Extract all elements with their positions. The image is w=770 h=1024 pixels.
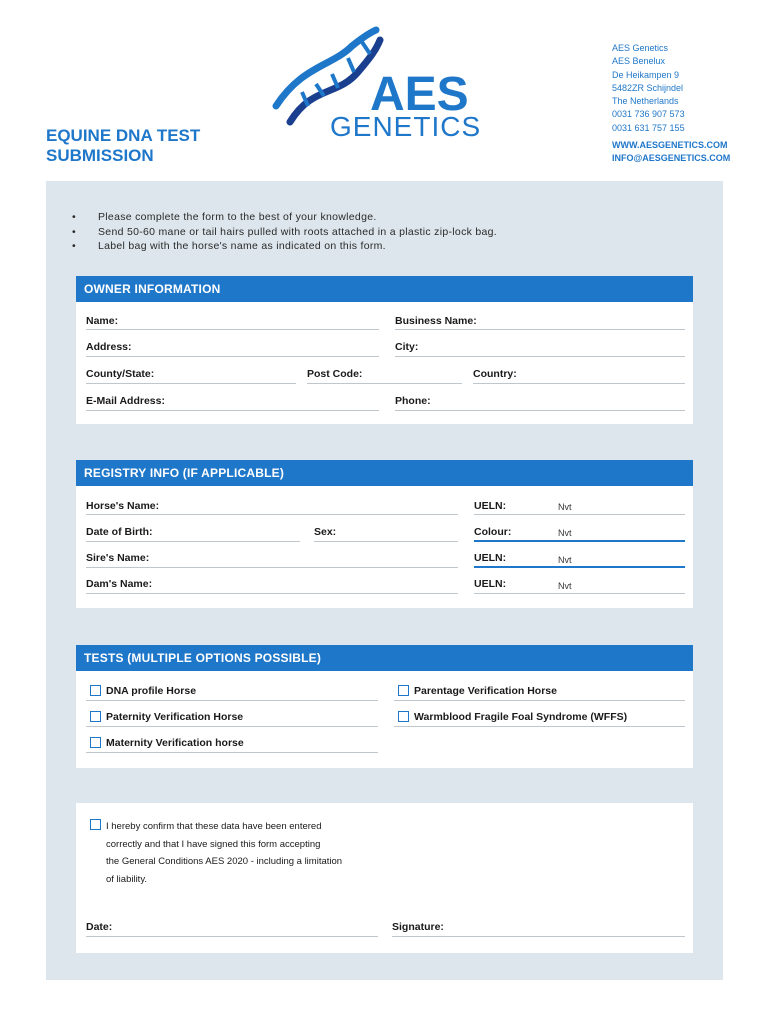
title-line-1: EQUINE DNA TEST xyxy=(46,126,201,145)
section-heading: REGISTRY INFO (IF APPLICABLE) xyxy=(76,460,693,486)
instruction-item: • Label bag with the horse's name as indicated on this form. xyxy=(72,240,386,252)
option-underline xyxy=(394,700,685,701)
aes-genetics-logo xyxy=(272,26,496,144)
sex-label: Sex: xyxy=(314,526,337,538)
sire-name-label: Sire's Name: xyxy=(86,552,150,564)
instruction-item: • Please complete the form to the best of your knowledge. xyxy=(72,211,377,223)
wffs-checkbox[interactable] xyxy=(398,711,409,722)
company-address xyxy=(612,42,762,135)
confirmation-line: the General Conditions AES 2020 - including a limitation xyxy=(106,856,343,867)
name-field[interactable] xyxy=(86,329,379,330)
instruction-item: • Send 50-60 mane or tail hairs pulled with roots attached in a plastic zip-lock bag. xyxy=(72,225,498,238)
option-underline xyxy=(86,700,378,701)
signature-label: Signature: xyxy=(392,921,444,933)
address-field[interactable] xyxy=(86,356,379,357)
section-heading: OWNER INFORMATION xyxy=(76,276,693,302)
date-label: Date: xyxy=(86,921,113,933)
confirmation-line: correctly and that I have signed this form accepting xyxy=(106,838,321,850)
sire-ueln-value[interactable]: Nvt xyxy=(558,555,572,565)
logo-word-genetics: GENETICS xyxy=(330,111,482,142)
sire-name-field[interactable] xyxy=(86,567,458,568)
business-name-field[interactable] xyxy=(395,329,685,330)
option-underline xyxy=(86,726,378,727)
sire-ueln-field[interactable] xyxy=(474,566,685,568)
ueln-value[interactable]: Nvt xyxy=(558,502,572,512)
address-line: The Netherlands xyxy=(612,96,679,107)
company-contact xyxy=(612,139,762,165)
registry-info-section xyxy=(76,460,693,608)
address-line: AES Benelux xyxy=(612,56,666,67)
parentage-verification-checkbox[interactable] xyxy=(398,685,409,696)
name-label: Name: xyxy=(86,315,119,327)
paternity-verification-checkbox[interactable] xyxy=(90,711,101,722)
owner-information-section xyxy=(76,276,693,424)
county-state-label: County/State: xyxy=(86,368,155,380)
colour-value[interactable]: Nvt xyxy=(558,528,572,538)
sex-field[interactable] xyxy=(314,541,458,542)
maternity-verification-checkbox[interactable] xyxy=(90,737,101,748)
date-of-birth-label: Date of Birth: xyxy=(86,526,153,538)
horse-name-field[interactable] xyxy=(86,514,458,515)
date-field[interactable] xyxy=(86,936,378,937)
logo-word-aes: AES xyxy=(370,68,469,121)
city-label: City: xyxy=(395,341,419,353)
email-label: E-Mail Address: xyxy=(86,395,165,407)
instructions-list xyxy=(72,210,672,254)
parentage-verification-label: Parentage Verification Horse xyxy=(414,685,557,697)
paternity-verification-label: Paternity Verification Horse xyxy=(106,711,244,723)
phone-field[interactable] xyxy=(395,410,685,411)
email-link[interactable]: INFO@AESGENETICS.COM xyxy=(612,153,731,163)
option-underline xyxy=(86,752,378,753)
confirmation-checkbox[interactable] xyxy=(90,819,101,830)
website-link[interactable]: WWW.AESGENETICS.COM xyxy=(612,140,728,150)
maternity-verification-label: Maternity Verification horse xyxy=(106,737,244,749)
country-field[interactable] xyxy=(473,383,685,384)
confirmation-line: I hereby confirm that these data have been entered xyxy=(106,821,322,832)
option-underline xyxy=(394,726,685,727)
dna-profile-label: DNA profile Horse xyxy=(106,685,197,697)
ueln-field[interactable] xyxy=(474,514,685,515)
colour-field[interactable] xyxy=(474,540,685,542)
address-label: Address: xyxy=(86,341,132,353)
dam-ueln-field[interactable] xyxy=(474,593,685,594)
signature-field[interactable] xyxy=(392,936,685,937)
section-heading: TESTS (MULTIPLE OPTIONS POSSIBLE) xyxy=(76,645,693,671)
ueln-label: UELN: xyxy=(474,500,507,512)
confirmation-section xyxy=(76,803,693,953)
phone-line: 0031 631 757 155 xyxy=(612,122,685,133)
dam-ueln-label: UELN: xyxy=(474,578,507,590)
confirmation-text xyxy=(106,818,342,888)
page-title xyxy=(46,126,276,166)
confirmation-line: of liability. xyxy=(106,873,148,885)
phone-line: 0031 736 907 573 xyxy=(612,109,685,120)
dam-name-field[interactable] xyxy=(86,593,458,594)
country-label: Country: xyxy=(473,368,517,380)
address-line: AES Genetics xyxy=(612,43,669,53)
date-of-birth-field[interactable] xyxy=(86,541,300,542)
wffs-label: Warmblood Fragile Foal Syndrome (WFFS) xyxy=(414,711,628,723)
sire-ueln-label: UELN: xyxy=(474,552,507,564)
county-state-field[interactable] xyxy=(86,383,296,384)
post-code-label: Post Code: xyxy=(307,368,363,380)
colour-label: Colour: xyxy=(474,526,512,538)
address-line: De Heikampen 9 xyxy=(612,69,680,80)
title-line-2: SUBMISSION xyxy=(46,146,154,165)
business-name-label: Business Name: xyxy=(395,315,477,327)
address-line: 5482ZR Schijndel xyxy=(612,82,684,93)
dam-ueln-value[interactable]: Nvt xyxy=(558,581,572,591)
email-field[interactable] xyxy=(86,410,379,411)
dna-profile-checkbox[interactable] xyxy=(90,685,101,696)
phone-label: Phone: xyxy=(395,395,431,407)
dam-name-label: Dam's Name: xyxy=(86,578,153,590)
tests-section xyxy=(76,645,693,768)
horse-name-label: Horse's Name: xyxy=(86,500,160,512)
post-code-field[interactable] xyxy=(307,383,462,384)
city-field[interactable] xyxy=(395,356,685,357)
